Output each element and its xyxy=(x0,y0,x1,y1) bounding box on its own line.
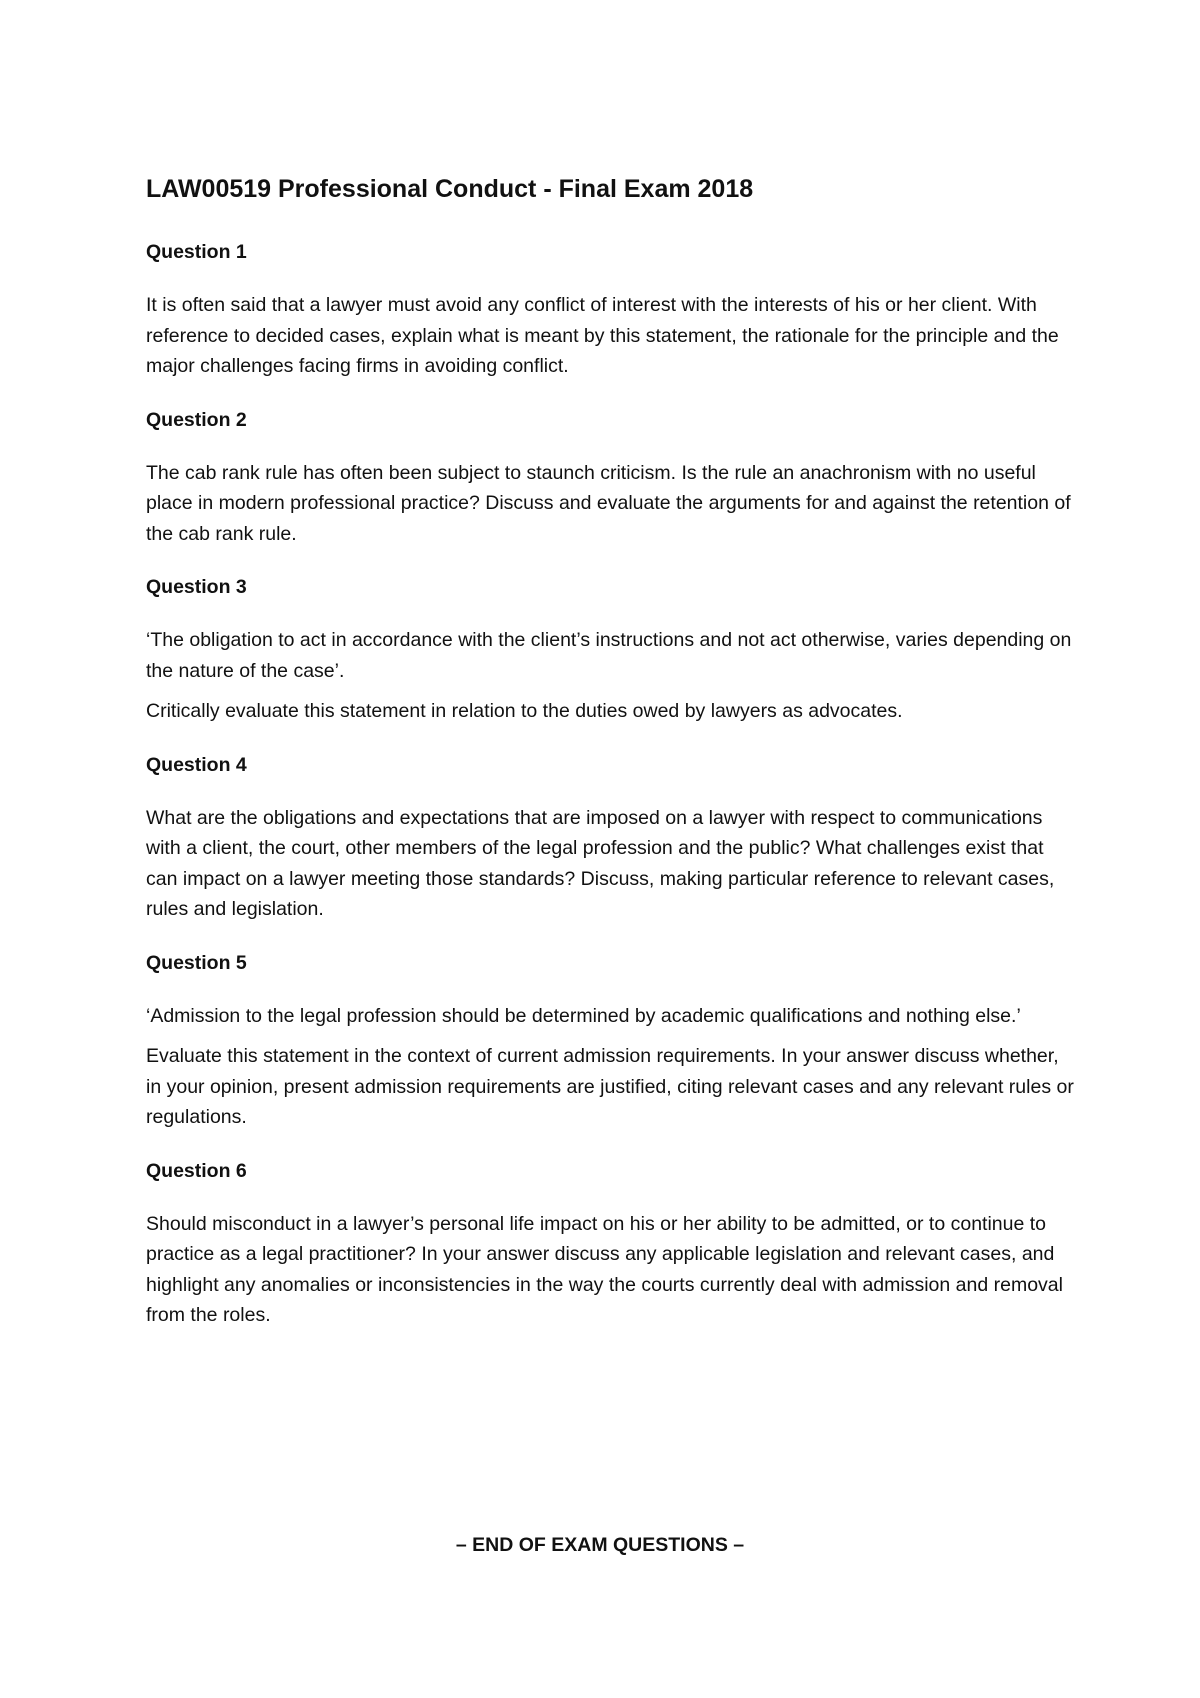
end-of-exam-marker: – END OF EXAM QUESTIONS – xyxy=(455,1534,745,1556)
question-heading: Question 5 xyxy=(146,951,247,974)
question-heading: Question 1 xyxy=(146,241,247,263)
question-text: The cab rank rule has often been subject to staunch criticism. Is the rule an anachronism with no useful place in modern professional practice? Discuss and evaluate the arguments for and against the retention of the cab rank rule. xyxy=(146,461,1071,545)
question-text: What are the obligations and expectations that are imposed on a lawyer with respect to communications with a client, the court, other members of the legal profession and the public? What challenges exist that can impact on a lawyer meeting those standards? Discuss, making particular reference to relevant cases, rules and legislation. xyxy=(146,806,1055,920)
question-4 xyxy=(146,751,1076,925)
question-text: Critically evaluate this statement in relation to the duties owed by lawyers as advocates. xyxy=(146,700,903,722)
question-text: Evaluate this statement in the context of current admission requirements. In your answer discuss whether, in your opinion, present admission requirements are justified, citing relevant cases and any relevant rules or regulations. xyxy=(146,1045,1074,1128)
question-heading: Question 4 xyxy=(146,753,247,776)
question-6 xyxy=(146,1157,1076,1331)
question-text: Should misconduct in a lawyer’s personal life impact on his or her ability to be admitted, or to continue to practice as a legal practitioner? In your answer discuss any applicable legislation and relevant cases, and highlight any anomalies or inconsistencies in the way the courts currently deal with admission and removal from the roles. xyxy=(146,1212,1063,1326)
question-text: It is often said that a lawyer must avoid any conflict of interest with the interests of his or her client. With reference to decided cases, explain what is meant by this statement, the rationale for the principle and the major challenges facing firms in avoiding conflict. xyxy=(146,294,1059,377)
question-quote: ‘Admission to the legal profession should be determined by academic qualifications and nothing else.’ xyxy=(146,1004,1021,1027)
question-heading: Question 3 xyxy=(146,576,247,598)
question-quote: ‘The obligation to act in accordance with the client’s instructions and not act otherwise, varies depending on the nature of the case’. xyxy=(146,629,1072,682)
document-body xyxy=(146,172,1076,1355)
question-1 xyxy=(146,238,1076,382)
question-2 xyxy=(146,406,1076,550)
question-heading: Question 6 xyxy=(146,1159,247,1182)
question-5 xyxy=(146,949,1076,1133)
question-heading: Question 2 xyxy=(146,408,247,431)
question-3 xyxy=(146,573,1076,727)
document-title: LAW00519 Professional Conduct - Final Exam 2018 xyxy=(146,175,754,203)
